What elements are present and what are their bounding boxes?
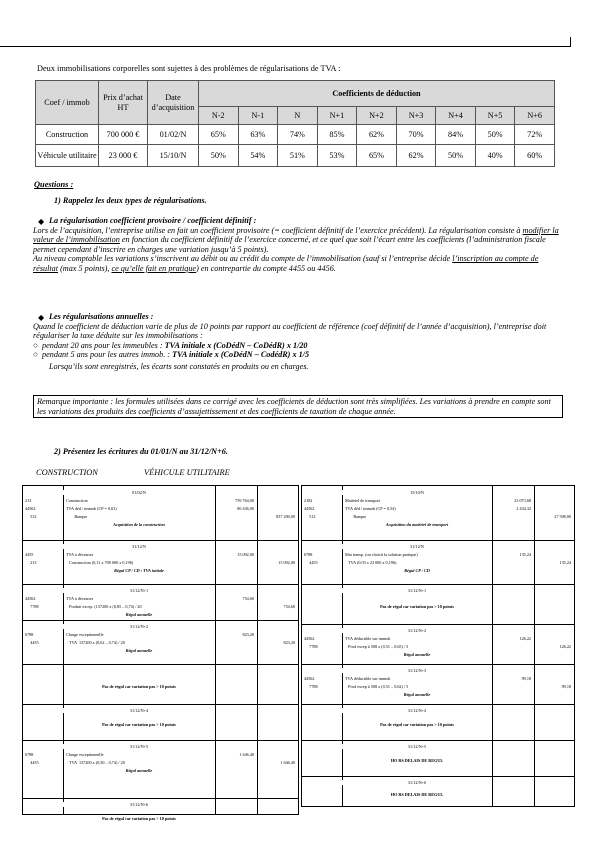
entry-date: 31/12/N+5 <box>127 744 151 749</box>
coef-value: 70% <box>396 125 436 145</box>
section-vehicule: VÉHICULE UTILITAIRE <box>144 468 230 477</box>
entry-account: 44562 <box>304 506 315 511</box>
entry-footer: Régul annuelle <box>125 768 153 773</box>
coef-value: 62% <box>396 145 436 167</box>
entry-label: Construction <box>66 498 88 503</box>
coef-value: 60% <box>515 145 555 167</box>
regul-provisoire-para-1: Lors de l’acquisition, l’entreprise utilise en fait un coefficient provisoire (= coefficient définitif de l’exercice précédent). La régularisation consiste à modifier la valeur de l’immobilisation en fonction du coefficient définitif de l’exercice concerné, et ce quel que soit l’écart entre les coefficients (l’administration fiscale permet cependant d’inscrire en charges une variation jusqu’à 5 points). <box>33 225 559 254</box>
section-construction: CONSTRUCTION <box>36 468 98 477</box>
entry-account: 4455 <box>25 640 39 645</box>
entry-debit: 86 436,00 <box>237 506 254 511</box>
coef-value: 72% <box>515 125 555 145</box>
entry-account: 7788 <box>304 684 318 689</box>
entry-debit: 754,60 <box>242 596 254 601</box>
entry-account: 44562 <box>304 676 315 681</box>
entry-separator <box>302 740 574 741</box>
row-date: 15/10/N <box>148 145 199 167</box>
ledger-construction <box>22 485 299 821</box>
entry-credit: 99,18 <box>561 684 571 689</box>
entry-account: 44562 <box>25 596 36 601</box>
regul-annuelle-item-1: ○ pendant 20 ans pour les immeubles : TVA initiale x (CoDédN – CoDédR) x 1/20 <box>33 340 308 350</box>
entry-account: 4455 <box>25 760 39 765</box>
entry-footer: Régul annuelle <box>403 692 431 697</box>
remarque-box: Remarque importante : les formules utilisées dans ce corrigé avec les coefficients de déduction sont très simplifiées. Les variations à prendre en compte sont les variations des produits des coefficients d’assujettissement et des coefficients de taxation de chaque année. <box>33 395 563 418</box>
entry-separator <box>302 540 574 541</box>
year-header: N+2 <box>357 107 397 125</box>
ledger-column-divider <box>215 486 216 814</box>
year-header: N-2 <box>199 107 239 125</box>
entry-label: TVA à décaisser <box>66 552 94 557</box>
entry-debit: 135,24 <box>519 552 531 557</box>
coef-value: 65% <box>357 145 397 167</box>
entry-date: 31/12/N+6 <box>127 802 151 807</box>
entry-label: Construction (0,11 x 700 000 x 0,196) <box>66 560 134 565</box>
regul-annuelle-block <box>33 312 563 372</box>
entry-account: 213 <box>25 498 32 503</box>
entry-footer: Régul annuelle <box>403 652 431 657</box>
entry-credit: 754,60 <box>283 604 295 609</box>
row-prix: 23 000 € <box>99 145 148 167</box>
entry-label: TVA déductible sur immob <box>345 676 391 681</box>
year-header: N+6 <box>515 107 555 125</box>
entry-label: Mat transp. (on choisit la solution pratique) <box>345 552 418 557</box>
entry-account: 6788 <box>304 552 313 557</box>
entry-label: Charge exceptionnelle <box>66 752 104 757</box>
questions-title: Questions : <box>34 180 74 189</box>
coef-value: 62% <box>357 125 397 145</box>
entry-footer: HO RS DELAIS DE REGUL <box>390 758 444 763</box>
entry-footer: Pas de régul car variation pas > 10 points <box>102 816 176 821</box>
entry-separator <box>302 664 574 665</box>
regul-annuelle-para-1: Quand le coefficient de déduction varie de plus de 10 points par rapport au coefficient de référence (coef définitif de l’année d’acquisition), l’entreprise doit régulariser la taxe déduite sur les immobilisations : <box>33 321 547 341</box>
entry-credit: 27 508,00 <box>554 514 571 519</box>
entry-footer: Régul CP / CD : TVA initiale <box>114 568 164 573</box>
bullet-diamond-icon: ◆ <box>38 313 45 322</box>
question-2: 2) Présentez les écritures du 01/01/N au 31/12/N+6. <box>54 447 228 456</box>
ledger-vehicule <box>301 485 575 807</box>
entry-label: TVA à décaisser <box>66 596 94 601</box>
entry-separator <box>302 704 574 705</box>
entry-footer: Pas de régul car variation pas > 10 points <box>380 604 454 609</box>
entry-date: 31/12/N+3 <box>405 668 429 673</box>
entry-date: 31/12/N+5 <box>405 744 429 749</box>
entry-account: 512 <box>25 514 37 519</box>
entry-date: 31/12/N+2 <box>127 624 151 629</box>
entry-separator <box>302 624 574 625</box>
regul-provisoire-block <box>33 216 563 274</box>
entry-footer: Pas de régul car variation pas > 10 points <box>380 722 454 727</box>
bullet-diamond-icon: ◆ <box>38 217 45 226</box>
year-header: N+4 <box>436 107 476 125</box>
entry-account: 44562 <box>25 506 36 511</box>
entry-credit: 126,22 <box>559 644 571 649</box>
entry-account: 4455 <box>304 560 318 565</box>
coef-value: 85% <box>317 125 357 145</box>
entry-footer: Pas de régul car variation pas > 10 points <box>102 722 176 727</box>
header-prix: Prix d’achat HT <box>99 81 148 125</box>
year-header: N <box>278 107 318 125</box>
entry-label: Matériel de transport <box>345 498 381 503</box>
header-coefficients: Coefficients de déduction <box>199 81 555 107</box>
header-rule-tick <box>570 37 571 47</box>
entry-label: Prod excep à 508 x (0,51 – 0,65) / 5 <box>345 644 409 649</box>
entry-credit: 823,20 <box>283 640 295 645</box>
entry-date: 31/12/N <box>129 544 149 549</box>
header-coef-immob: Coef / immob <box>36 81 99 125</box>
question-1: 1) Rappelez les deux types de régularisations. <box>54 196 207 205</box>
entry-account: 512 <box>304 514 316 519</box>
entry-footer: Pas de régul car variation pas > 10 points <box>102 684 176 689</box>
entry-label: Banque <box>66 514 88 519</box>
entry-separator <box>23 540 298 541</box>
coef-value: 50% <box>199 145 239 167</box>
entry-label: TVA déd / immob (CP = 0,63) <box>66 506 117 511</box>
entry-account: 213 <box>25 560 37 565</box>
entry-debit: 1 646,40 <box>239 752 254 757</box>
regul-annuelle-title: Les régularisations annuelles : <box>49 312 154 321</box>
entry-credit: 15 092,00 <box>278 560 295 565</box>
entry-debit: 823,20 <box>242 632 254 637</box>
entry-account: 6788 <box>25 632 34 637</box>
entry-label: Charge exceptionnelle <box>66 632 104 637</box>
entry-separator <box>302 584 574 585</box>
intro-text: Deux immobilisations corporelles sont sujettes à des problèmes de régularisations de TVA : <box>37 64 341 73</box>
entry-debit: 759 764,00 <box>235 498 254 503</box>
coef-value: 40% <box>475 145 515 167</box>
coef-value: 51% <box>278 145 318 167</box>
header-rule <box>0 46 571 47</box>
entry-date: 31/12/N+1 <box>405 588 429 593</box>
entry-label: TVA déductible sur immob <box>345 636 391 641</box>
entry-label: Produit excep. (137200 x (0,85 – 0,74) / 20 <box>66 604 142 609</box>
entry-credit: 135,24 <box>559 560 571 565</box>
entry-footer: Acquisition de la construction <box>113 522 165 527</box>
coef-value: 74% <box>278 125 318 145</box>
regul-annuelle-item-2: ○ pendant 5 ans pour les autres immob. : TVA initiale x (CoDédN – CodédR) x 1/5 <box>33 350 310 360</box>
year-header: N+3 <box>396 107 436 125</box>
entry-footer: Acquisition du matériel de transport <box>385 522 449 527</box>
entry-label: TVA (0,03 x 23 000 x 0,196) <box>345 560 397 565</box>
entry-date: 31/12/N+4 <box>127 708 151 713</box>
entry-account: 4455 <box>25 552 34 557</box>
entry-separator <box>23 664 298 665</box>
coef-value: 54% <box>238 145 278 167</box>
entry-account: 2182 <box>304 498 313 503</box>
entry-date: 31/12/N+2 <box>405 628 429 633</box>
entry-separator <box>302 776 574 777</box>
entry-footer: Régul annuelle <box>125 648 153 653</box>
coef-value: 50% <box>475 125 515 145</box>
row-label: Véhicule utilitaire <box>36 145 99 167</box>
ledger-column-divider <box>492 486 493 806</box>
entry-label: TVA déd / immob (CP = 0,54) <box>345 506 396 511</box>
entry-label: Banque <box>345 514 367 519</box>
coef-value: 65% <box>199 125 239 145</box>
entry-date: 31/12/N <box>407 544 427 549</box>
entry-separator <box>23 798 298 799</box>
entry-date: 01/02/N <box>129 490 149 495</box>
header-date: Date d’acquisition <box>148 81 199 125</box>
entry-separator <box>23 584 298 585</box>
entry-account: 7788 <box>304 644 318 649</box>
entry-debit: 126,22 <box>519 636 531 641</box>
coef-value: 50% <box>436 145 476 167</box>
entry-debit: 2 434,32 <box>516 506 531 511</box>
entry-date: 31/12/N+6 <box>405 780 429 785</box>
entry-label: TVA 137200 x (0,50 – 0,74) / 20 <box>66 760 125 765</box>
entry-date: 31/12/N+4 <box>405 708 429 713</box>
regul-provisoire-para-2: Au niveau comptable les variations s’inscrivent au débit ou au crédit du compte de l’immobilisation (sauf si l’entreprise décide l’inscription au compte de résultat (max 5 points), ce qu’elle fait en pratique) en contrepartie du compte 4455 ou 4456. <box>33 254 539 273</box>
coefficient-table <box>35 80 555 167</box>
entry-date: 31/12/N+1 <box>127 588 151 593</box>
entry-label: Prod excep à 508 x (0,51 – 0,62) / 5 <box>345 684 409 689</box>
entry-footer: Régul annuelle <box>125 612 153 617</box>
coef-value: 63% <box>238 125 278 145</box>
entry-footer: Régul CP / CD <box>404 568 430 573</box>
regul-annuelle-para-2: Lorsqu’ils sont enregistrés, les écarts sont constatés en produits ou en charges. <box>49 361 309 371</box>
entry-debit: 99,18 <box>521 676 531 681</box>
entry-footer: HO RS DELAIS DE REGUL <box>390 792 444 797</box>
entry-date: 15/10/N <box>407 490 427 495</box>
entry-debit: 15 092,00 <box>237 552 254 557</box>
entry-separator <box>23 704 298 705</box>
entry-credit: 837 200,00 <box>276 514 295 519</box>
coef-value: 53% <box>317 145 357 167</box>
entry-account: 7788 <box>25 604 39 609</box>
coef-value: 84% <box>436 125 476 145</box>
row-label: Construction <box>36 125 99 145</box>
entry-account: 6788 <box>25 752 34 757</box>
entry-credit: 1 646,40 <box>280 760 295 765</box>
row-prix: 700 000 € <box>99 125 148 145</box>
year-header: N-1 <box>238 107 278 125</box>
year-header: N+1 <box>317 107 357 125</box>
entry-label: TVA 137200 x (0,62 – 0,74) / 20 <box>66 640 125 645</box>
row-date: 01/02/N <box>148 125 199 145</box>
year-header: N+5 <box>475 107 515 125</box>
regul-provisoire-title: La régularisation coefficient provisoire / coefficient définitif : <box>49 216 257 225</box>
entry-separator <box>23 740 298 741</box>
entry-account: 44562 <box>304 636 315 641</box>
entry-separator <box>23 620 298 621</box>
entry-debit: 23 073,68 <box>514 498 531 503</box>
